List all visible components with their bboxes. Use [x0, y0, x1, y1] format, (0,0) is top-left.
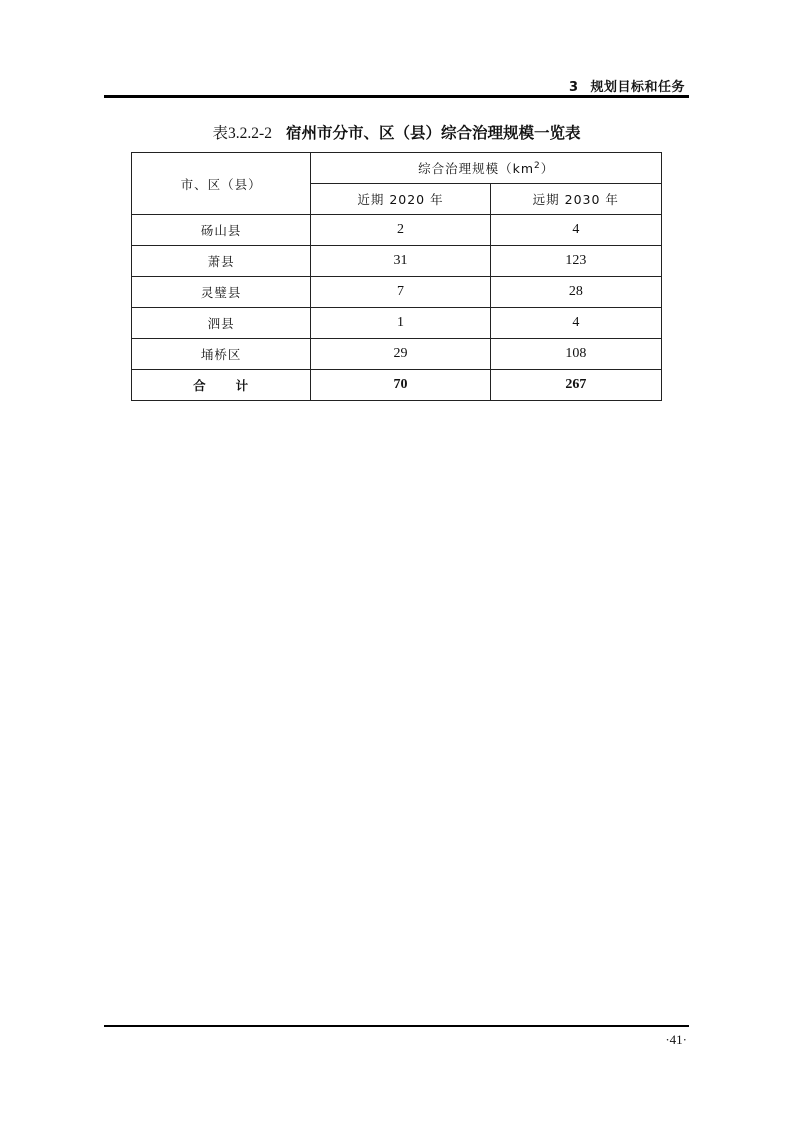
- table-number: 表3.2.2-2: [212, 125, 272, 142]
- chapter-number: 3: [568, 80, 579, 95]
- region-cell: 泗县: [132, 308, 311, 339]
- total-label: 合计: [132, 370, 311, 401]
- footer-rule: [104, 1025, 689, 1027]
- far-cell: 108: [490, 339, 661, 370]
- region-cell: 砀山县: [132, 215, 311, 246]
- far-cell: 123: [490, 246, 661, 277]
- region-cell: 埇桥区: [132, 339, 311, 370]
- total-far-cell: 267: [490, 370, 661, 401]
- far-cell: 4: [490, 215, 661, 246]
- table-caption: [0, 121, 793, 143]
- region-cell: 萧县: [132, 246, 311, 277]
- chapter-title: 规划目标和任务: [590, 80, 685, 95]
- far-cell: 4: [490, 308, 661, 339]
- near-cell: 2: [311, 215, 490, 246]
- table-row: [132, 277, 662, 308]
- far-cell: 28: [490, 277, 661, 308]
- table-row: [132, 215, 662, 246]
- total-near-cell: 70: [311, 370, 490, 401]
- near-cell: 29: [311, 339, 490, 370]
- far-term-header: 远期 2030 年: [490, 184, 661, 215]
- table-row: [132, 246, 662, 277]
- scale-column-header: 综合治理规模$(km^2)$: [311, 153, 662, 184]
- table-title: 宿州市分市、区（县）综合治理规模一览表: [285, 124, 581, 142]
- header-rule: [104, 95, 689, 98]
- table-row: [132, 339, 662, 370]
- near-term-header: 近期 2020 年: [311, 184, 490, 215]
- governance-scale-table: [131, 152, 662, 401]
- near-cell: 31: [311, 246, 490, 277]
- running-header: [104, 74, 689, 96]
- near-cell: 7: [311, 277, 490, 308]
- header-row-1: [132, 153, 662, 184]
- region-column-header: 市、区（县）: [132, 153, 311, 215]
- table-row: [132, 308, 662, 339]
- total-row: [132, 370, 662, 401]
- chapter-heading: [569, 76, 685, 95]
- page-number: ·41·: [665, 1032, 687, 1047]
- region-cell: 灵璧县: [132, 277, 311, 308]
- near-cell: 1: [311, 308, 490, 339]
